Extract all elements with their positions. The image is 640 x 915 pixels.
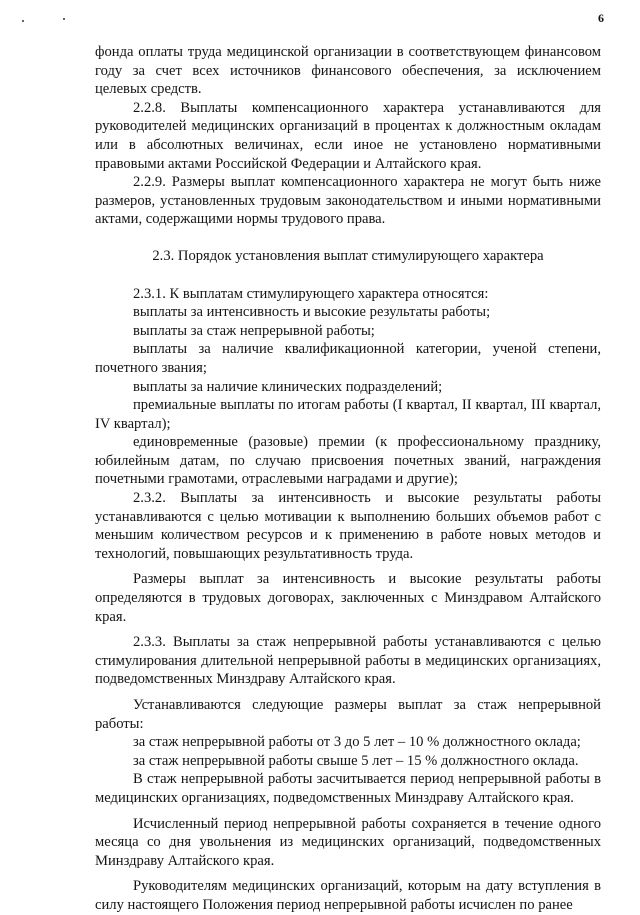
section-heading-2-3: 2.3. Порядок установления выплат стимулирующего характера [152, 247, 544, 264]
paragraph-2-2-9: 2.2.9. Размеры выплат компенсационного характера не могут быть ниже размеров, установленных трудовым законодательством и иными нормативными актами, содержащими нормы трудового права. [95, 174, 601, 228]
paragraph-2-3-1: 2.3.1. К выплатам стимулирующего характера относятся: [133, 285, 489, 302]
list-item-rate-over-5-years: за стаж непрерывной работы свыше 5 лет – 15 % должностного оклада. [133, 752, 579, 769]
paragraph-seniority-retention: Исчисленный период непрерывной работы сохраняется в течение одного месяца со дня увольнения из медицинских организаций, подведомственных Минздраву Алтайского края. [95, 815, 601, 869]
paragraph-seniority-rates: Устанавливаются следующие размеры выплат за стаж непрерывной работы: [95, 697, 601, 732]
scan-speck-mark [22, 20, 24, 22]
list-item-qualification: выплаты за наличие квалификационной категории, ученой степени, почетного звания; [95, 341, 601, 376]
paragraph-heads-transition: Руководителям медицинских организаций, которым на дату вступления в силу настоящего Положения период непрерывной работы исчислен по ранее [95, 878, 601, 913]
paragraph-intensity-amounts: Размеры выплат за интенсивность и высокие результаты работы определяются в трудовых договорах, заключенных с Минздравом Алтайского края. [95, 571, 601, 625]
list-item-seniority: выплаты за стаж непрерывной работы; [133, 322, 375, 339]
paragraph-2-3-3: 2.3.3. Выплаты за стаж непрерывной работы устанавливаются с целью стимулирования длительной непрерывной работы в медицинских организациях, подведомственных Минздраву Алтайского края. [95, 634, 601, 688]
paragraph-seniority-counting: В стаж непрерывной работы засчитывается период непрерывной работы в медицинских организациях, подведомственных Минздраву Алтайского края. [95, 771, 601, 806]
scan-speck-mark [63, 18, 65, 20]
list-item-one-time-bonus: единовременные (разовые) премии (к профессиональному празднику, юбилейным датам, по случаю присвоения почетных званий, награждения почетными грамотами, отраслевыми наградами и другие); [95, 434, 601, 488]
list-item-rate-3-5-years: за стаж непрерывной работы от 3 до 5 лет – 10 % должностного оклада; [133, 734, 581, 751]
document-body [95, 43, 601, 915]
paragraph-continuation: фонда оплаты труда медицинской организации в соответствующем финансовом году за счет всех источников финансового обеспечения, за исключением целевых средств. [95, 44, 601, 98]
list-item-quarterly-bonus: премиальные выплаты по итогам работы (I квартал, II квартал, III квартал, IV квартал); [95, 397, 601, 432]
paragraph-2-3-2: 2.3.2. Выплаты за интенсивность и высокие результаты работы устанавливаются с целью мотивации к выполнению больших объемов работ с меньшим количеством ресурсов и к применению в работе новых методов и технологий, повышающих результативность труда. [95, 490, 601, 562]
page-number: 6 [598, 11, 604, 25]
paragraph-2-2-8: 2.2.8. Выплаты компенсационного характера устанавливаются для руководителей медицинских организаций в процентах к должностным окладам или в абсолютных величинах, если иное не установлено нормативными правовыми актами Российской Федерации и Алтайского края. [95, 99, 601, 172]
list-item-clinical-units: выплаты за наличие клинических подразделений; [133, 378, 443, 395]
list-item-intensity: выплаты за интенсивность и высокие результаты работы; [133, 304, 491, 321]
